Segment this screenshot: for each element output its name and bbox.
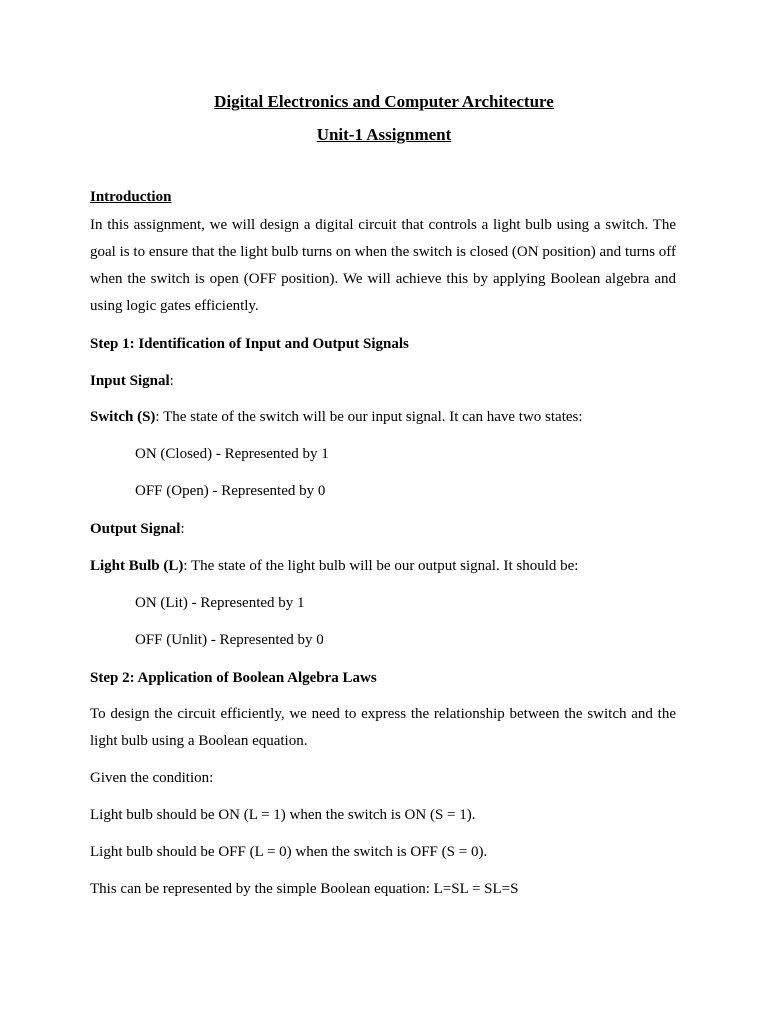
input-signal-label: Input Signal xyxy=(90,373,170,389)
switch-text: : The state of the switch will be our input signal. It can have two states: xyxy=(155,409,583,425)
bulb-text: : The state of the light bulb will be our output signal. It should be: xyxy=(183,558,579,574)
introduction-heading: Introduction xyxy=(90,189,172,205)
given-condition-line: Given the condition: xyxy=(90,770,214,786)
condition-off-line: Light bulb should be OFF (L = 0) when the switch is OFF (S = 0). xyxy=(90,844,488,860)
step2-paragraph: To design the circuit efficiently, we need to express the relationship between the switch and the light bulb using a Boolean equation. xyxy=(90,706,676,749)
output-signal-label: Output Signal xyxy=(90,521,181,537)
boolean-equation-line: This can be represented by the simple Boolean equation: L=SL = SL=S xyxy=(90,881,519,897)
switch-description xyxy=(90,404,676,431)
document-subtitle: Unit-1 Assignment xyxy=(316,125,452,144)
bulb-state-off: OFF (Unlit) - Represented by 0 xyxy=(135,632,324,648)
switch-state-on: ON (Closed) - Represented by 1 xyxy=(135,446,329,462)
document-title: Digital Electronics and Computer Architecture xyxy=(214,92,554,111)
bulb-label: Light Bulb (L) xyxy=(90,558,184,574)
step1-heading: Step 1: Identification of Input and Output Signals xyxy=(90,336,409,352)
condition-on-line: Light bulb should be ON (L = 1) when the switch is ON (S = 1). xyxy=(90,807,476,823)
step2-heading: Step 2: Application of Boolean Algebra Laws xyxy=(90,670,377,686)
output-signal-line xyxy=(90,516,676,543)
input-signal-line xyxy=(90,368,676,395)
introduction-paragraph: In this assignment, we will design a digital circuit that controls a light bulb using a switch. The goal is to ensure that the light bulb turns on when the switch is closed (ON position) and turns off when the switch is open (OFF position). We will achieve this by applying Boolean algebra and using logic gates efficiently. xyxy=(90,217,676,314)
output-signal-colon: : xyxy=(180,521,185,537)
bulb-state-on: ON (Lit) - Represented by 1 xyxy=(135,595,305,611)
input-signal-colon: : xyxy=(169,373,174,389)
switch-label: Switch (S) xyxy=(90,409,156,425)
switch-state-off: OFF (Open) - Represented by 0 xyxy=(135,483,326,499)
bulb-description xyxy=(90,553,676,580)
